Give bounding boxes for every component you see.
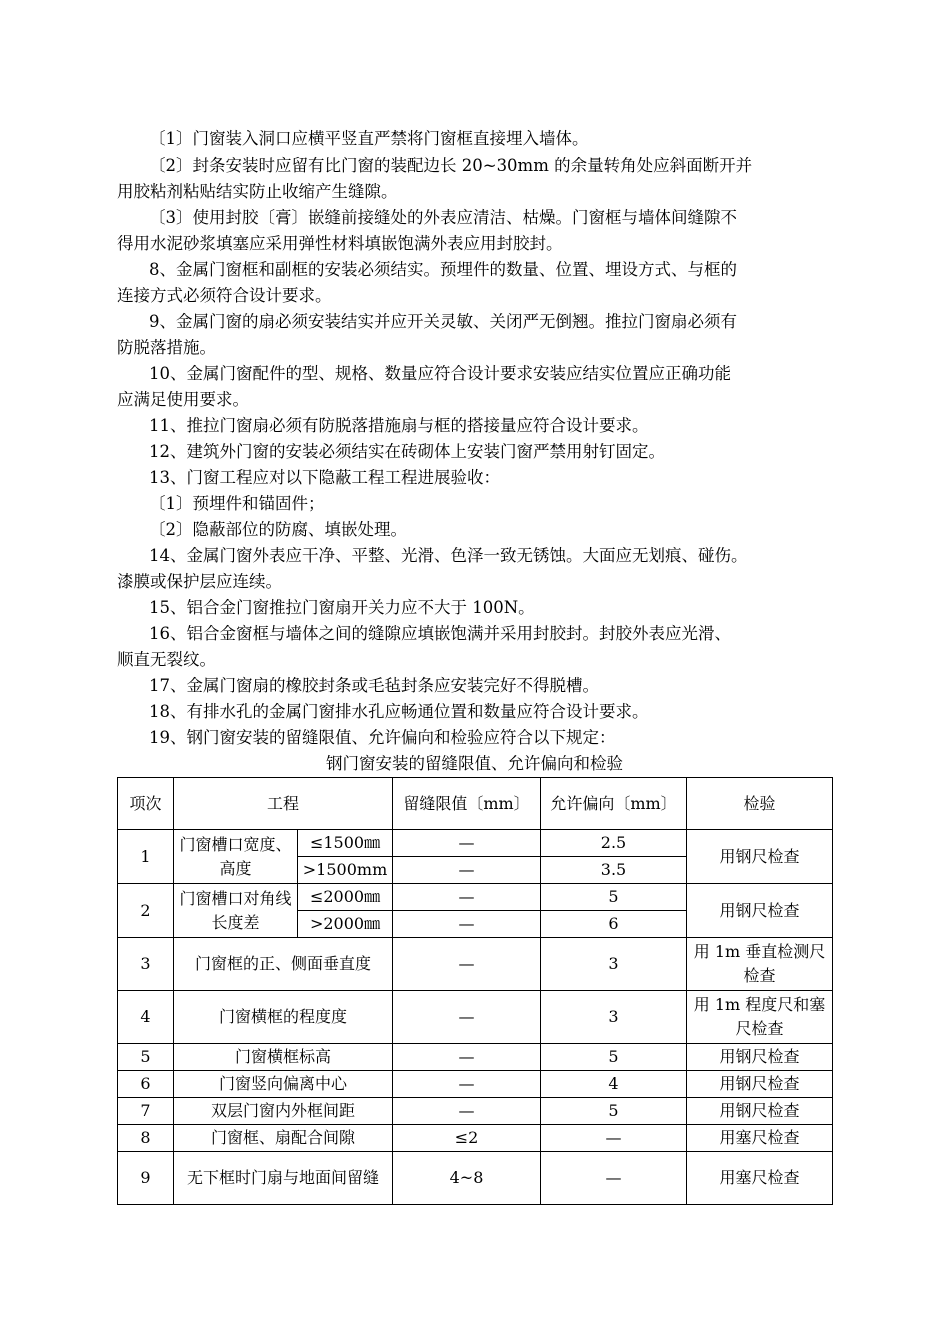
row-deviation: 5 <box>541 884 687 911</box>
row-condition: >2000㎜ <box>298 911 393 938</box>
paragraph-5 <box>117 309 837 361</box>
row-gap: — <box>393 884 541 911</box>
paragraph-line: 应满足使用要求。 <box>117 390 249 409</box>
paragraph-13 <box>117 595 837 621</box>
row-item: 门窗框的正、侧面垂直度 <box>174 938 393 991</box>
paragraph-line: 10、金属门窗配件的型、规格、数量应符合设计要求安装应结实位置应正确功能 <box>149 364 731 383</box>
paragraph-2 <box>117 153 837 205</box>
row-deviation: 4 <box>541 1071 687 1098</box>
paragraph-4 <box>117 257 837 309</box>
paragraph-line: 〔1〕预埋件和锚固件； <box>149 494 325 513</box>
row-deviation: 2.5 <box>541 830 687 857</box>
row-check: 用钢尺检查 <box>687 1044 833 1071</box>
table-row <box>118 1071 833 1098</box>
row-deviation: 5 <box>541 1098 687 1125</box>
paragraph-line: 防脱落措施。 <box>117 338 216 357</box>
paragraph-line: 18、有排水孔的金属门窗排水孔应畅通位置和数量应符合设计要求。 <box>149 702 649 721</box>
paragraph-line: 11、推拉门窗扇必须有防脱落措施扇与框的搭接量应符合设计要求。 <box>149 416 649 435</box>
paragraph-15 <box>117 673 837 699</box>
row-deviation: 5 <box>541 1044 687 1071</box>
row-item: 双层门窗内外框间距 <box>174 1098 393 1125</box>
paragraph-12 <box>117 543 837 595</box>
row-check: 用 1m 程度尺和塞尺检查 <box>687 991 833 1044</box>
paragraph-line: 连接方式必须符合设计要求。 <box>117 286 332 305</box>
table-row <box>118 884 833 911</box>
header-no: 项次 <box>118 778 174 830</box>
paragraph-line: 〔1〕门窗装入洞口应横平竖直严禁将门窗框直接埋入墙体。 <box>149 129 589 148</box>
paragraph-line: 用胶粘剂粘贴结实防止收缩产生缝隙。 <box>117 182 398 201</box>
paragraph-line: 16、铝合金窗框与墙体之间的缝隙应填嵌饱满并采用封胶封。封胶外表应光滑、 <box>149 624 731 643</box>
paragraph-line: 漆膜或保护层应连续。 <box>117 572 282 591</box>
table-row <box>118 1044 833 1071</box>
row-condition: ≤1500㎜ <box>298 830 393 857</box>
row-check: 用塞尺检查 <box>687 1152 833 1205</box>
row-gap: — <box>393 830 541 857</box>
row-check: 用钢尺检查 <box>687 1071 833 1098</box>
row-deviation: 6 <box>541 911 687 938</box>
row-no: 4 <box>118 991 174 1044</box>
paragraph-16 <box>117 699 837 725</box>
paragraph-line: 14、金属门窗外表应干净、平整、光滑、色泽一致无锈蚀。大面应无划痕、碰伤。 <box>149 546 748 565</box>
paragraph-line: 〔2〕封条安装时应留有比门窗的装配边长 20~30mm 的余量转角处应斜面断开并 <box>149 156 753 175</box>
row-gap: — <box>393 938 541 991</box>
paragraph-14 <box>117 621 837 673</box>
header-deviation: 允许偏向〔mm〕 <box>541 778 687 830</box>
paragraph-line: 15、铝合金门窗推拉门窗扇开关力应不大于 100N。 <box>149 598 535 617</box>
paragraph-11 <box>117 517 837 543</box>
paragraph-1 <box>117 126 837 152</box>
row-no: 6 <box>118 1071 174 1098</box>
row-item: 门窗框、扇配合间隙 <box>174 1125 393 1152</box>
paragraph-8 <box>117 439 837 465</box>
table-row <box>118 938 833 991</box>
paragraph-17 <box>117 725 837 751</box>
row-check: 用钢尺检查 <box>687 830 833 884</box>
row-item: 门窗槽口宽度、高度 <box>174 830 298 884</box>
row-gap: — <box>393 857 541 884</box>
row-deviation: — <box>541 1152 687 1205</box>
row-check: 用钢尺检查 <box>687 1098 833 1125</box>
header-check: 检验 <box>687 778 833 830</box>
paragraph-line: 13、门窗工程应对以下隐蔽工程工程进展验收： <box>149 468 500 487</box>
row-deviation: 3 <box>541 991 687 1044</box>
paragraph-line: 17、金属门窗扇的橡胶封条或毛毡封条应安装完好不得脱槽。 <box>149 676 599 695</box>
row-check: 用塞尺检查 <box>687 1125 833 1152</box>
table-row <box>118 1152 833 1205</box>
paragraph-line: 顺直无裂纹。 <box>117 650 216 669</box>
row-deviation: — <box>541 1125 687 1152</box>
row-check: 用钢尺检查 <box>687 884 833 938</box>
row-gap: ≤2 <box>393 1125 541 1152</box>
row-gap: — <box>393 991 541 1044</box>
paragraph-3 <box>117 205 837 257</box>
row-item: 门窗竖向偏离中心 <box>174 1071 393 1098</box>
row-item: 门窗横框的程度度 <box>174 991 393 1044</box>
paragraph-line: 〔2〕隐蔽部位的防腐、填嵌处理。 <box>149 520 407 539</box>
paragraph-line: 19、钢门窗安装的留缝限值、允许偏向和检验应符合以下规定： <box>149 728 616 747</box>
paragraph-line: 9、金属门窗的扇必须安装结实并应开关灵敏、关闭严无倒翘。推拉门窗扇必须有 <box>149 312 737 331</box>
paragraph-line: 12、建筑外门窗的安装必须结实在砖砌体上安装门窗严禁用射钉固定。 <box>149 442 665 461</box>
table-title: 钢门窗安装的留缝限值、允许偏向和检验 <box>326 754 623 773</box>
row-item: 无下框时门扇与地面间留缝 <box>174 1152 393 1205</box>
paragraph-9 <box>117 465 837 491</box>
row-deviation: 3 <box>541 938 687 991</box>
row-check: 用 1m 垂直检测尺检查 <box>687 938 833 991</box>
row-gap: 4~8 <box>393 1152 541 1205</box>
paragraph-line: 8、金属门窗框和副框的安装必须结实。预埋件的数量、位置、埋设方式、与框的 <box>149 260 737 279</box>
table-row <box>118 1098 833 1125</box>
row-condition: >1500mm <box>298 857 393 884</box>
row-condition: ≤2000㎜ <box>298 884 393 911</box>
header-gap: 留缝限值〔mm〕 <box>393 778 541 830</box>
table-header-row <box>118 778 833 830</box>
row-gap: — <box>393 1098 541 1125</box>
table-row <box>118 830 833 857</box>
paragraph-10 <box>117 491 837 517</box>
row-no: 3 <box>118 938 174 991</box>
row-no: 9 <box>118 1152 174 1205</box>
paragraph-7 <box>117 413 837 439</box>
row-deviation: 3.5 <box>541 857 687 884</box>
row-no: 1 <box>118 830 174 884</box>
paragraph-6 <box>117 361 837 413</box>
row-item: 门窗横框标高 <box>174 1044 393 1071</box>
row-no: 7 <box>118 1098 174 1125</box>
row-item: 门窗槽口对角线长度差 <box>174 884 298 938</box>
row-gap: — <box>393 1071 541 1098</box>
row-gap: — <box>393 1044 541 1071</box>
paragraph-line: 〔3〕使用封胶〔膏〕嵌缝前接缝处的外表应清洁、枯燥。门窗框与墙体间缝隙不 <box>149 208 737 227</box>
row-no: 8 <box>118 1125 174 1152</box>
paragraph-line: 得用水泥砂浆填塞应采用弹性材料填嵌饱满外表应用封胶封。 <box>117 234 563 253</box>
header-item: 工程 <box>174 778 393 830</box>
row-no: 2 <box>118 884 174 938</box>
table-row <box>118 991 833 1044</box>
tolerance-table <box>117 777 833 1205</box>
row-gap: — <box>393 911 541 938</box>
table-row <box>118 1125 833 1152</box>
row-no: 5 <box>118 1044 174 1071</box>
